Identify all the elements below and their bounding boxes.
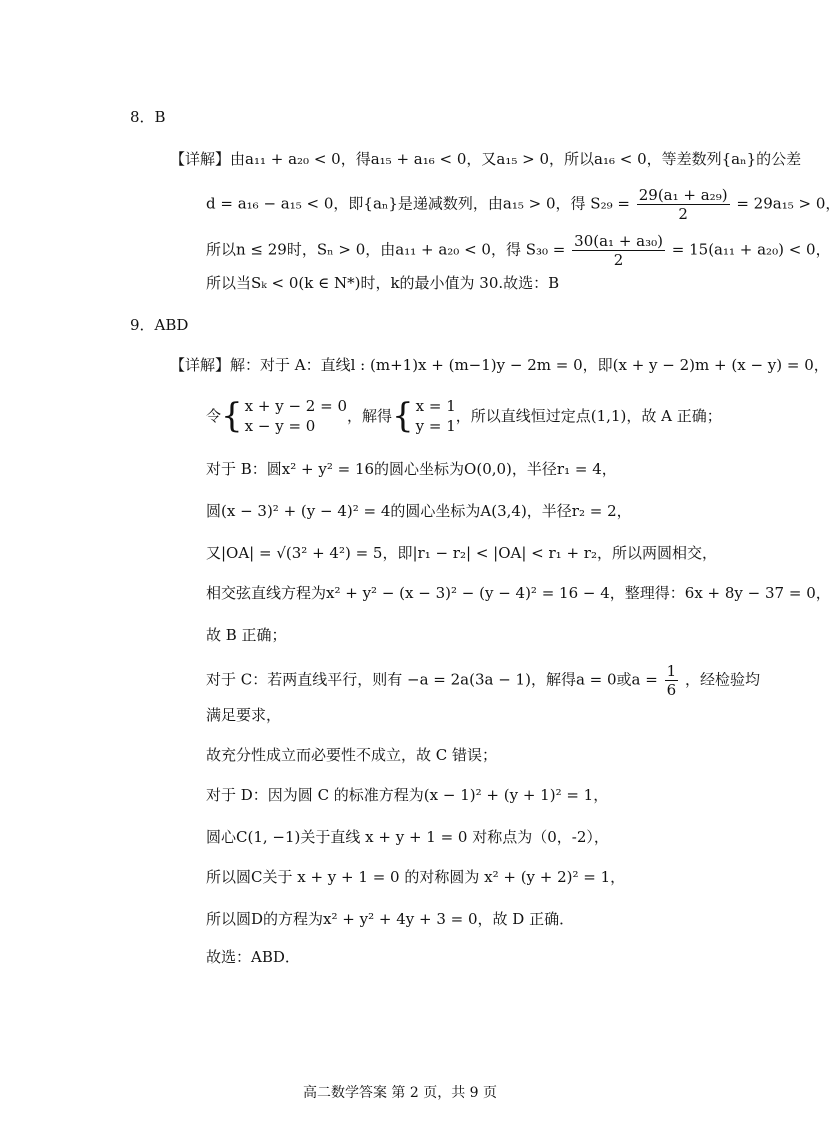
page-footer: 高二数学答案 第 2 页，共 9 页 (302, 1085, 498, 1101)
q9-detail-label: 【详解】 (170, 356, 231, 374)
q9-text-8a: 对于 C：若两直线平行，则有 −a = 2a(3a − 1)，解得a = 0或a = (206, 670, 658, 689)
q9-line-1 (170, 354, 829, 376)
q8-fraction-s30-den: 2 (613, 251, 624, 269)
q9-text-13: 所以圆C关于 x + y + 1 = 0 的对称圆为 x² + (y + 2)² = 1， (206, 868, 626, 886)
q8-fraction-s30 (572, 232, 665, 269)
q9-system-2-eq2: y = 1 (415, 417, 456, 435)
q8-answer: 8．B (130, 108, 166, 126)
q8-text-3a: 所以n ≤ 29时，Sₙ > 0，由a₁₁ + a₂₀ < 0，得 S₃₀ = (206, 240, 566, 259)
q9-line-2 (206, 396, 722, 436)
q9-text-11: 对于 D：因为圆 C 的标准方程为(x − 1)² + (y + 1)² = 1， (206, 786, 609, 804)
q8-detail-label: 【详解】 (170, 150, 231, 168)
q9-text-2-mid: ，解得 (347, 407, 393, 425)
q9-line-8 (206, 662, 760, 699)
q9-system-1 (245, 396, 347, 436)
q8-text-3b: = 15(a₁₁ + a₂₀) < 0， (671, 240, 831, 259)
q8-text-2a: d = a₁₆ − a₁₅ < 0，即{aₙ}是递减数列，由a₁₅ > 0，得 S₂₉ = (206, 194, 630, 213)
q8-line-2 (206, 186, 840, 223)
q9-text-3: 对于 B：圆x² + y² = 16的圆心坐标为O(0,0)，半径r₁ = 4， (206, 460, 617, 478)
q9-system-1-eq2: x − y = 0 (244, 417, 316, 435)
q8-fraction-s29 (637, 186, 730, 223)
q9-fraction-num: 1 (666, 662, 677, 680)
q9-text-12: 圆心C(1, −1)关于直线 x + y + 1 = 0 对称点为（0，-2）， (206, 828, 609, 846)
q9-left-brace-2: { (392, 396, 414, 436)
q8-line-3 (206, 232, 831, 269)
q8-fraction-s30-num: 30(a₁ + a₃₀) (574, 232, 663, 250)
q9-text-8b: ，经检验均 (684, 670, 760, 689)
q9-text-5: 又|OA| = √(3² + 4²) = 5，即|r₁ − r₂| < |OA| < r₁ + r₂，所以两圆相交， (206, 544, 717, 562)
q8-fraction-s29-den: 2 (678, 205, 688, 223)
q9-system-2 (416, 396, 456, 436)
q9-text-15: 故选：ABD． (206, 948, 300, 966)
q9-answer: 9．ABD (130, 316, 189, 334)
q8-line-1 (170, 148, 801, 170)
q8-text-2b: = 29a₁₅ > 0， (736, 194, 840, 213)
q9-left-brace-1: { (221, 396, 243, 436)
q9-text-4: 圆(x − 3)² + (y − 4)² = 4的圆心坐标为A(3,4)，半径r₂ = 2， (206, 502, 632, 520)
q9-fraction-den: 6 (666, 681, 677, 699)
q8-text-4: 所以当Sₖ < 0(k ∈ N*)时，k的最小值为 30.故选：B (206, 274, 560, 292)
q9-text-2-post: ，所以直线恒过定点(1,1)，故 A 正确； (455, 407, 722, 425)
q9-text-1: 解：对于 A：直线l : (m+1)x + (m−1)y − 2m = 0，即(x + y − 2)m + (x − y) = 0， (230, 356, 829, 374)
q9-text-6: 相交弦直线方程为x² + y² − (x − 3)² − (y − 4)² = 16 − 4，整理得：6x + 8y − 37 = 0， (206, 584, 831, 602)
q8-fraction-s29-num: 29(a₁ + a₂₉) (638, 186, 728, 204)
q9-fraction-one-sixth (665, 662, 679, 699)
q9-text-2-pre: 令 (206, 407, 222, 425)
q8-text-1: 由a₁₁ + a₂₀ < 0，得a₁₅ + a₁₆ < 0，又a₁₅ > 0，所以a₁₆ < 0，等差数列{aₙ}的公差 (230, 150, 802, 168)
q9-system-2-eq1: x = 1 (415, 397, 456, 415)
q9-text-10: 故充分性成立而必要性不成立，故 C 错误； (206, 746, 498, 764)
q9-text-14: 所以圆D的方程为x² + y² + 4y + 3 = 0，故 D 正确． (206, 910, 575, 928)
q9-system-1-eq1: x + y − 2 = 0 (244, 397, 347, 415)
q9-text-7: 故 B 正确； (206, 626, 287, 644)
q9-text-9: 满足要求， (206, 706, 282, 724)
